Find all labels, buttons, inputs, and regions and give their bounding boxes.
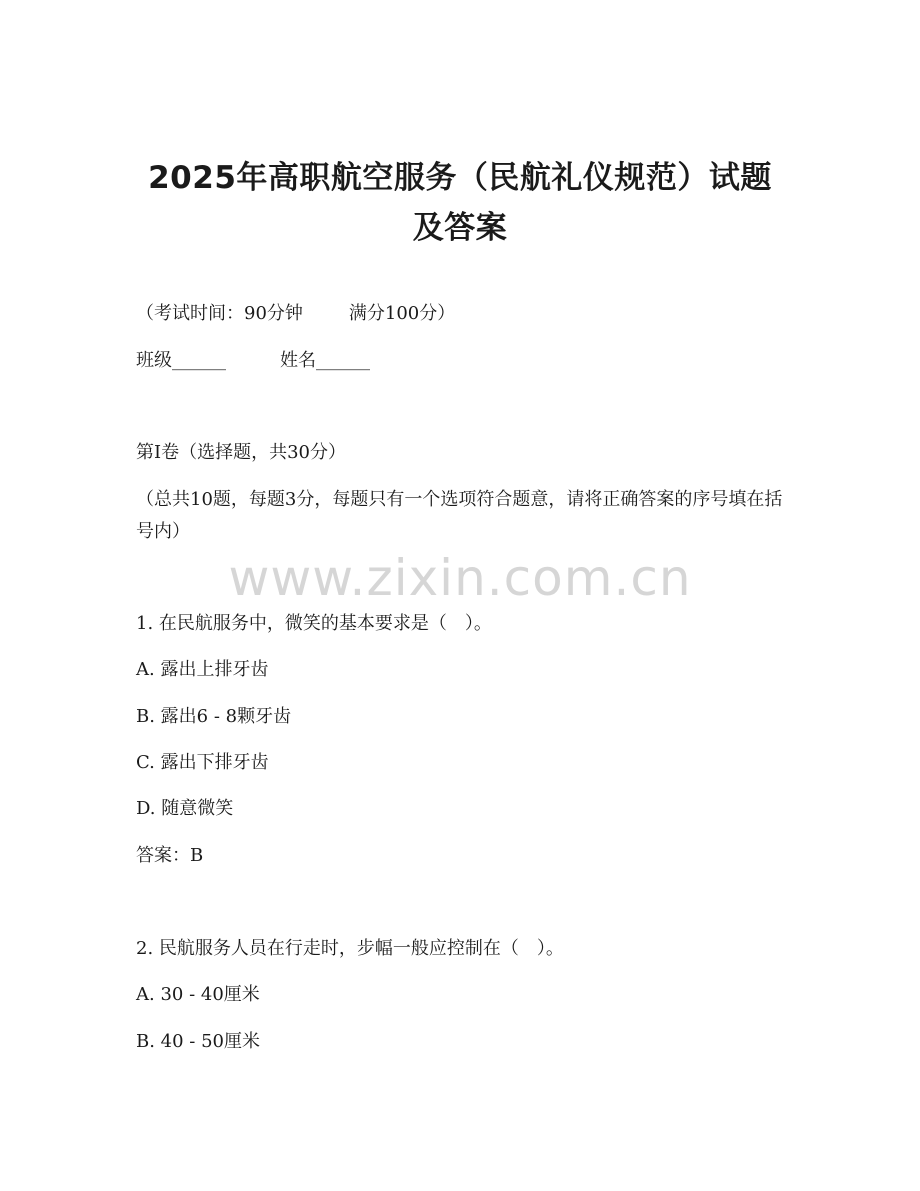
exam-info (136, 302, 455, 326)
section-instructions: （总共10题，每题3分，每题只有一个选项符合题意，请将正确答案的序号填在括号内） (136, 489, 783, 542)
question-1-stem: 1. 在民航服务中，微笑的基本要求是（ ）。 (136, 613, 492, 634)
student-fields (136, 349, 370, 373)
document-title-line-2: 及答案 (412, 210, 508, 246)
question-1-option-c: C. 露出下排牙齿 (136, 752, 269, 773)
question-1-option-b: B. 露出6 - 8颗牙齿 (136, 706, 292, 727)
exam-time: （考试时间：90分钟 (136, 303, 303, 324)
exam-full-score: 满分100分） (348, 303, 456, 324)
watermark: www.zixin.com.cn (228, 549, 692, 607)
document-title-line-1: 2025年高职航空服务（民航礼仪规范）试题 (148, 160, 772, 196)
question-1-option-d: D. 随意微笑 (136, 798, 234, 819)
question-1-answer: 答案：B (136, 845, 204, 866)
section-heading: 第Ⅰ卷（选择题，共30分） (136, 442, 347, 463)
question-1-option-a: A. 露出上排牙齿 (136, 659, 269, 680)
question-2-stem: 2. 民航服务人员在行走时，步幅一般应控制在（ ）。 (136, 938, 564, 959)
name-field: 姓名______ (280, 350, 370, 371)
question-2-option-a: A. 30 - 40厘米 (136, 984, 260, 1005)
class-field: 班级______ (136, 350, 226, 371)
question-2-option-b: B. 40 - 50厘米 (136, 1031, 261, 1052)
